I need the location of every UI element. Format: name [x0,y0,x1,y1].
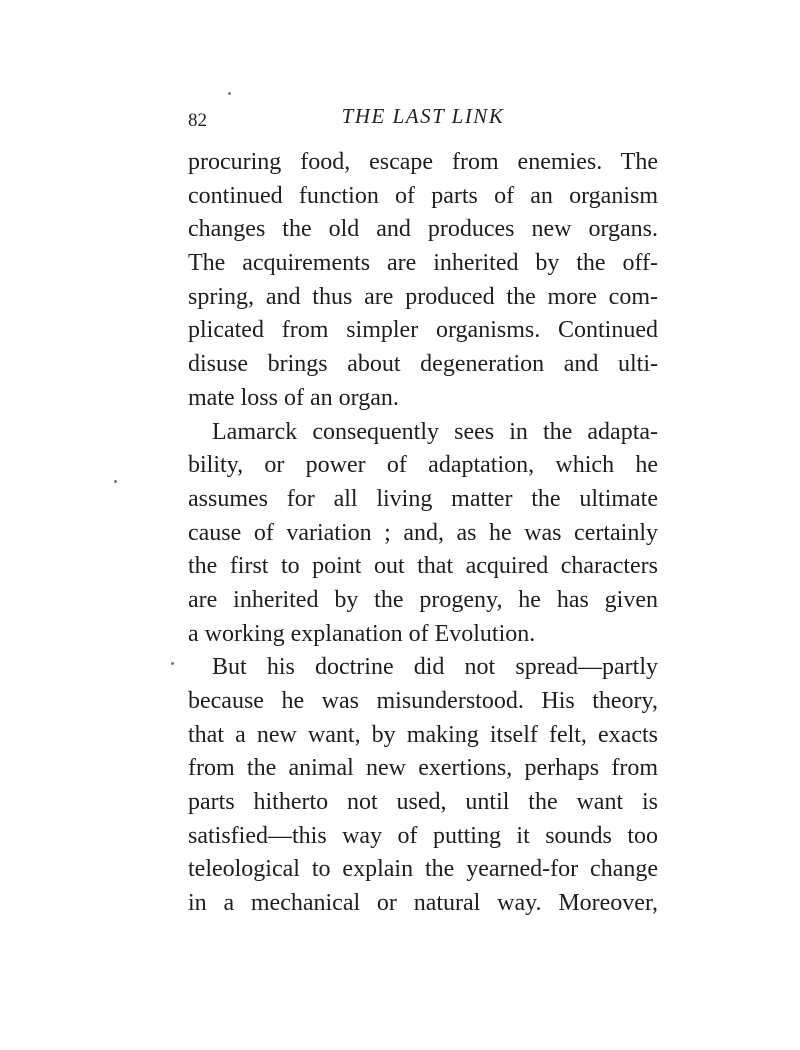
text-line: satisfied—this way of putting it sounds too [188,822,658,849]
paper-speck [171,662,174,665]
text-line: plicated from simpler organisms. Continued [188,317,658,344]
text-line: are inherited by the progeny, he has given [188,586,658,613]
text-line: parts hitherto not used, until the want is [188,789,658,816]
text-line: But his doctrine did not spread—partly [212,654,658,681]
paper-speck [114,480,117,483]
running-title: THE LAST LINK [341,104,505,128]
text-line: cause of variation ; and, as he was certainly [188,519,658,546]
text-line: The acquirements are inherited by the off- [188,250,658,277]
text-line: the first to point out that acquired characters [188,553,658,580]
body-text [188,146,658,921]
text-line: from the animal new exertions, perhaps from [188,755,658,782]
running-head [188,104,658,132]
text-line: Lamarck consequently sees in the adapta- [212,418,658,445]
paragraph-2 [188,416,658,652]
paragraph-1 [188,146,658,416]
text-line: teleological to explain the yearned-for change [188,856,658,883]
text-line: disuse brings about degeneration and ulti- [188,351,658,378]
text-line: assumes for all living matter the ultimate [188,485,658,512]
text-line: in a mechanical or natural way. Moreover, [188,890,658,917]
text-line: spring, and thus are produced the more com- [188,283,658,310]
text-line: procuring food, escape from enemies. The [188,149,658,175]
text-line: mate loss of an organ. [188,384,399,411]
text-line: changes the old and produces new organs. [188,216,658,243]
text-line: continued function of parts of an organism [188,182,658,209]
text-line: because he was misunderstood. His theory, [188,688,658,714]
text-line: that a new want, by making itself felt, exacts [188,721,658,748]
paragraph-3 [188,651,658,921]
page-number: 82 [188,110,207,131]
text-line: bility, or power of adaptation, which he [188,452,658,479]
paper-speck [228,92,231,95]
text-line: a working explanation of Evolution. [188,620,536,647]
